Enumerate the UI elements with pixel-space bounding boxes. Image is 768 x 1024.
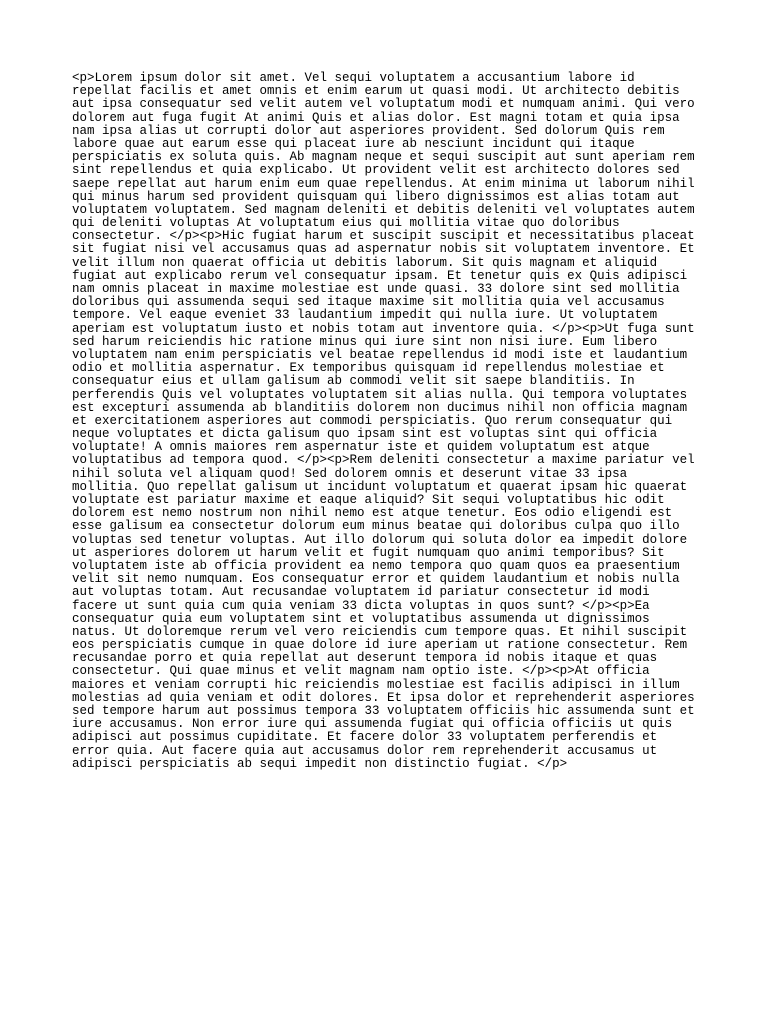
text-line: consectetur. </p><p>Hic fugiat harum et suscipit suscipit et necessitatibus placeat <box>72 229 695 244</box>
text-line: aut ipsa consequatur sed velit autem vel voluptatum modi et numquam animi. Qui vero <box>72 97 695 112</box>
text-line: voluptatibus ad tempora quod. </p><p>Rem deleniti consectetur a maxime pariatur vel <box>72 453 695 468</box>
text-line: repellat facilis et amet omnis et enim earum ut quasi modi. Ut architecto debitis <box>72 84 680 99</box>
text-line: perspiciatis ex soluta quis. Ab magnam neque et sequi suscipit aut sunt aperiam rem <box>72 150 695 165</box>
text-line: et exercitationem asperiores aut commodi perspiciatis. Quo rerum consequatur qui <box>72 413 673 428</box>
text-line: error quia. Aut facere quia aut accusamus dolor rem reprehenderit accusamus ut <box>72 743 658 758</box>
text-line: perferendis Quis vel voluptates voluptatem sit alias nulla. Qui tempora voluptates <box>72 387 688 402</box>
text-line: molestias ad quia veniam et odit dolores. Et ipsa dolor et reprehenderit asperiores <box>72 690 695 705</box>
text-line: voluptatem iste ab officia provident ea nemo tempora quo quam quos ea praesentium <box>72 558 680 573</box>
text-line: esse galisum ea consectetur dolorum eum minus beatae qui doloribus culpa quo illo <box>72 519 680 534</box>
text-line: aut voluptas totam. Aut recusandae voluptatem id pariatur consectetur id modi <box>72 585 650 600</box>
text-line: consectetur. Qui quae minus et velit magnam nam optio iste. </p><p>At officia <box>72 664 650 679</box>
text-line: consequatur quia eum voluptatem sint et voluptatibus assumenda ut dignissimos <box>72 611 650 626</box>
text-line: natus. Ut doloremque rerum vel vero reiciendis cum tempore quas. Et nihil suscipit <box>72 624 688 639</box>
text-line: voluptas sed tenetur voluptas. Aut illo dolorum qui soluta dolor ea impedit dolore <box>72 532 688 547</box>
text-line: iure accusamus. Non error iure qui assumenda fugiat qui officia officiis ut quis <box>72 717 673 732</box>
text-line: nam ipsa alias ut corrupti dolor aut asperiores provident. Sed dolorum Quis rem <box>72 123 665 138</box>
text-line: saepe repellat aut harum enim eum quae repellendus. At enim minima ut laborum nihil <box>72 176 695 191</box>
text-line: dolorem est nemo nostrum non nihil nemo est atque tenetur. Eos odio eligendi est <box>72 506 673 521</box>
text-line: voluptate est pariatur maxime et eaque aliquid? Sit sequi voluptatibus hic odit <box>72 493 665 507</box>
text-line: fugiat aut explicabo rerum vel consequatur ipsam. Et tenetur quis ex Quis adipisci <box>72 268 688 283</box>
text-line: facere ut sunt quia cum quia veniam 33 dicta voluptas in quos sunt? </p><p>Ea <box>72 598 650 613</box>
text-line: mollitia. Quo repellat galisum ut incidunt voluptatum et quaerat ipsam hic quaerat <box>72 479 688 494</box>
text-line: nihil soluta vel aliquam quod! Sed dolorem omnis et deserunt vitae 33 ipsa <box>72 466 628 481</box>
text-line: <p>Lorem ipsum dolor sit amet. Vel sequi voluptatem a accusantium labore id <box>72 71 635 85</box>
text-line: est excepturi assumenda ab blanditiis dolorem non ducimus nihil non officia magnam <box>72 400 688 415</box>
text-line: consequatur eius et ullam galisum ab commodi velit sit saepe blanditiis. In <box>72 374 635 389</box>
text-line: ut asperiores dolorem ut harum velit et fugit numquam quo animi temporibus? Sit <box>72 545 665 560</box>
text-line: velit illum non quaerat officia ut debitis laborum. Sit quis magnam et aliquid <box>72 255 658 270</box>
text-line: doloribus qui assumenda sequi sed itaque maxime sit mollitia quia vel accusamus <box>72 295 665 310</box>
text-line: nam omnis placeat in maxime molestiae est unde quasi. 33 dolore sint sed mollitia <box>72 282 680 296</box>
text-line: maiores et veniam corrupti hic reiciendis molestiae est facilis adipisci in illum <box>72 677 680 692</box>
text-line: adipisci aut possimus cupiditate. Et facere dolor 33 voluptatem perferendis et <box>72 730 658 745</box>
text-line: recusandae porro et quia repellat aut deserunt tempora id nobis itaque et quas <box>72 651 658 666</box>
text-line: eos perspiciatis cumque in quae dolore id iure aperiam ut ratione consectetur. Rem <box>72 638 688 653</box>
text-line: aperiam est voluptatum iusto et nobis totam aut inventore quia. </p><p>Ut fuga sunt <box>72 321 695 336</box>
document-body <box>72 72 702 771</box>
text-line: qui deleniti voluptas At voluptatum eius qui mollitia vitae quo doloribus <box>72 216 620 231</box>
text-line: tempore. Vel eaque eveniet 33 laudantium impedit qui nulla iure. Ut voluptatem <box>72 308 658 323</box>
text-line: velit sit nemo numquam. Eos consequatur error et quidem laudantium et nobis nulla <box>72 572 680 587</box>
text-line: sed tempore harum aut possimus tempora 33 voluptatem officiis hic assumenda sunt et <box>72 704 695 718</box>
text-line: odio et mollitia aspernatur. Ex temporibus quisquam id repellendus molestiae et <box>72 361 665 376</box>
text-line: sed harum reiciendis hic ratione minus qui iure sint non nisi iure. Eum libero <box>72 334 658 349</box>
text-line: voluptatem nam enim perspiciatis vel beatae repellendus id modi iste et laudantium <box>72 347 688 362</box>
text-line: voluptate! A omnis maiores rem aspernatur iste et quidem voluptatum est atque <box>72 440 650 455</box>
text-line: sit fugiat nisi vel accusamus quas ad aspernatur nobis sit voluptatem inventore. Et <box>72 242 695 257</box>
text-line: qui minus harum sed provident quisquam qui libero dignissimos est alias totam aut <box>72 189 680 204</box>
text-line: sint repellendus et quia explicabo. Ut provident velit est architecto dolores sed <box>72 163 680 178</box>
text-line: dolorem aut fuga fugit At animi Quis et alias dolor. Est magni totam et quia ipsa <box>72 110 680 125</box>
text-line: neque voluptates et dicta galisum quo ipsam sint est voluptas sint qui officia <box>72 427 658 442</box>
text-line: voluptatem voluptatem. Sed magnam deleniti et debitis deleniti vel voluptates autem <box>72 202 695 217</box>
text-line: adipisci perspiciatis ab sequi impedit non distinctio fugiat. </p> <box>72 756 568 771</box>
text-line: labore quae aut earum esse qui placeat iure ab nesciunt incidunt qui itaque <box>72 136 635 151</box>
